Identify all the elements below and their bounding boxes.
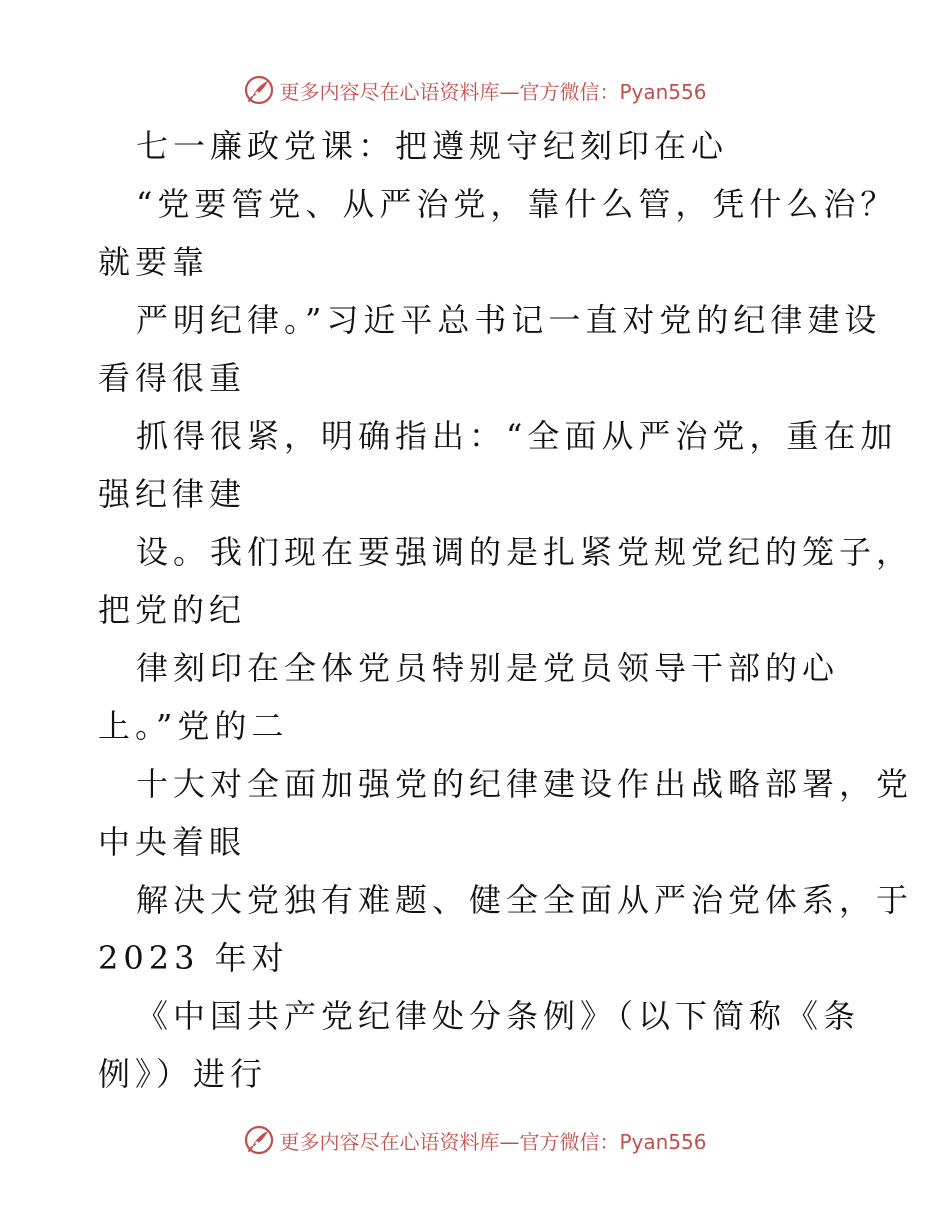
text-line: 严明纪律。”习近平总书记一直对党的纪律建设: [136, 301, 882, 339]
text-line: 2023 年对: [98, 939, 289, 977]
text-line: 看得很重: [98, 359, 247, 397]
text-line: 律刻印在全体党员特别是党员领导干部的心: [136, 649, 840, 687]
text-line: 解决大党独有难题、健全全面从严治党体系，于: [136, 881, 914, 919]
text-line: 把党的纪: [98, 591, 247, 629]
text-line: 强纪律建: [98, 475, 247, 513]
document-body: [98, 117, 914, 1103]
document-title: 七一廉政党课：把遵规守纪刻印在心: [136, 127, 729, 165]
quill-logo-icon: [243, 74, 275, 106]
text-line: 上。”党的二: [98, 707, 289, 745]
text-line: 抓得很紧，明确指出：“全面从严治党，重在加: [136, 417, 898, 455]
header-banner: [0, 70, 950, 110]
text-line: 十大对全面加强党的纪律建设作出战略部署，党: [136, 765, 914, 803]
text-line: “党要管党、从严治党，靠什么管，凭什么治？: [136, 185, 898, 223]
text-line: 中央着眼: [98, 823, 247, 861]
text-line: 例》）进行: [98, 1055, 268, 1093]
text-line: 就要靠: [98, 243, 210, 281]
text-line: 《中国共产党纪律处分条例》（以下简称《条: [136, 997, 861, 1035]
footer-banner-text: 更多内容尽在心语资料库—官方微信：Pyan556: [279, 1129, 707, 1154]
text-line: 设。我们现在要强调的是扎紧党规党纪的笼子，: [136, 533, 914, 571]
footer-banner: [0, 1120, 950, 1160]
header-banner-text: 更多内容尽在心语资料库—官方微信：Pyan556: [279, 79, 707, 104]
quill-logo-icon: [243, 1124, 275, 1156]
